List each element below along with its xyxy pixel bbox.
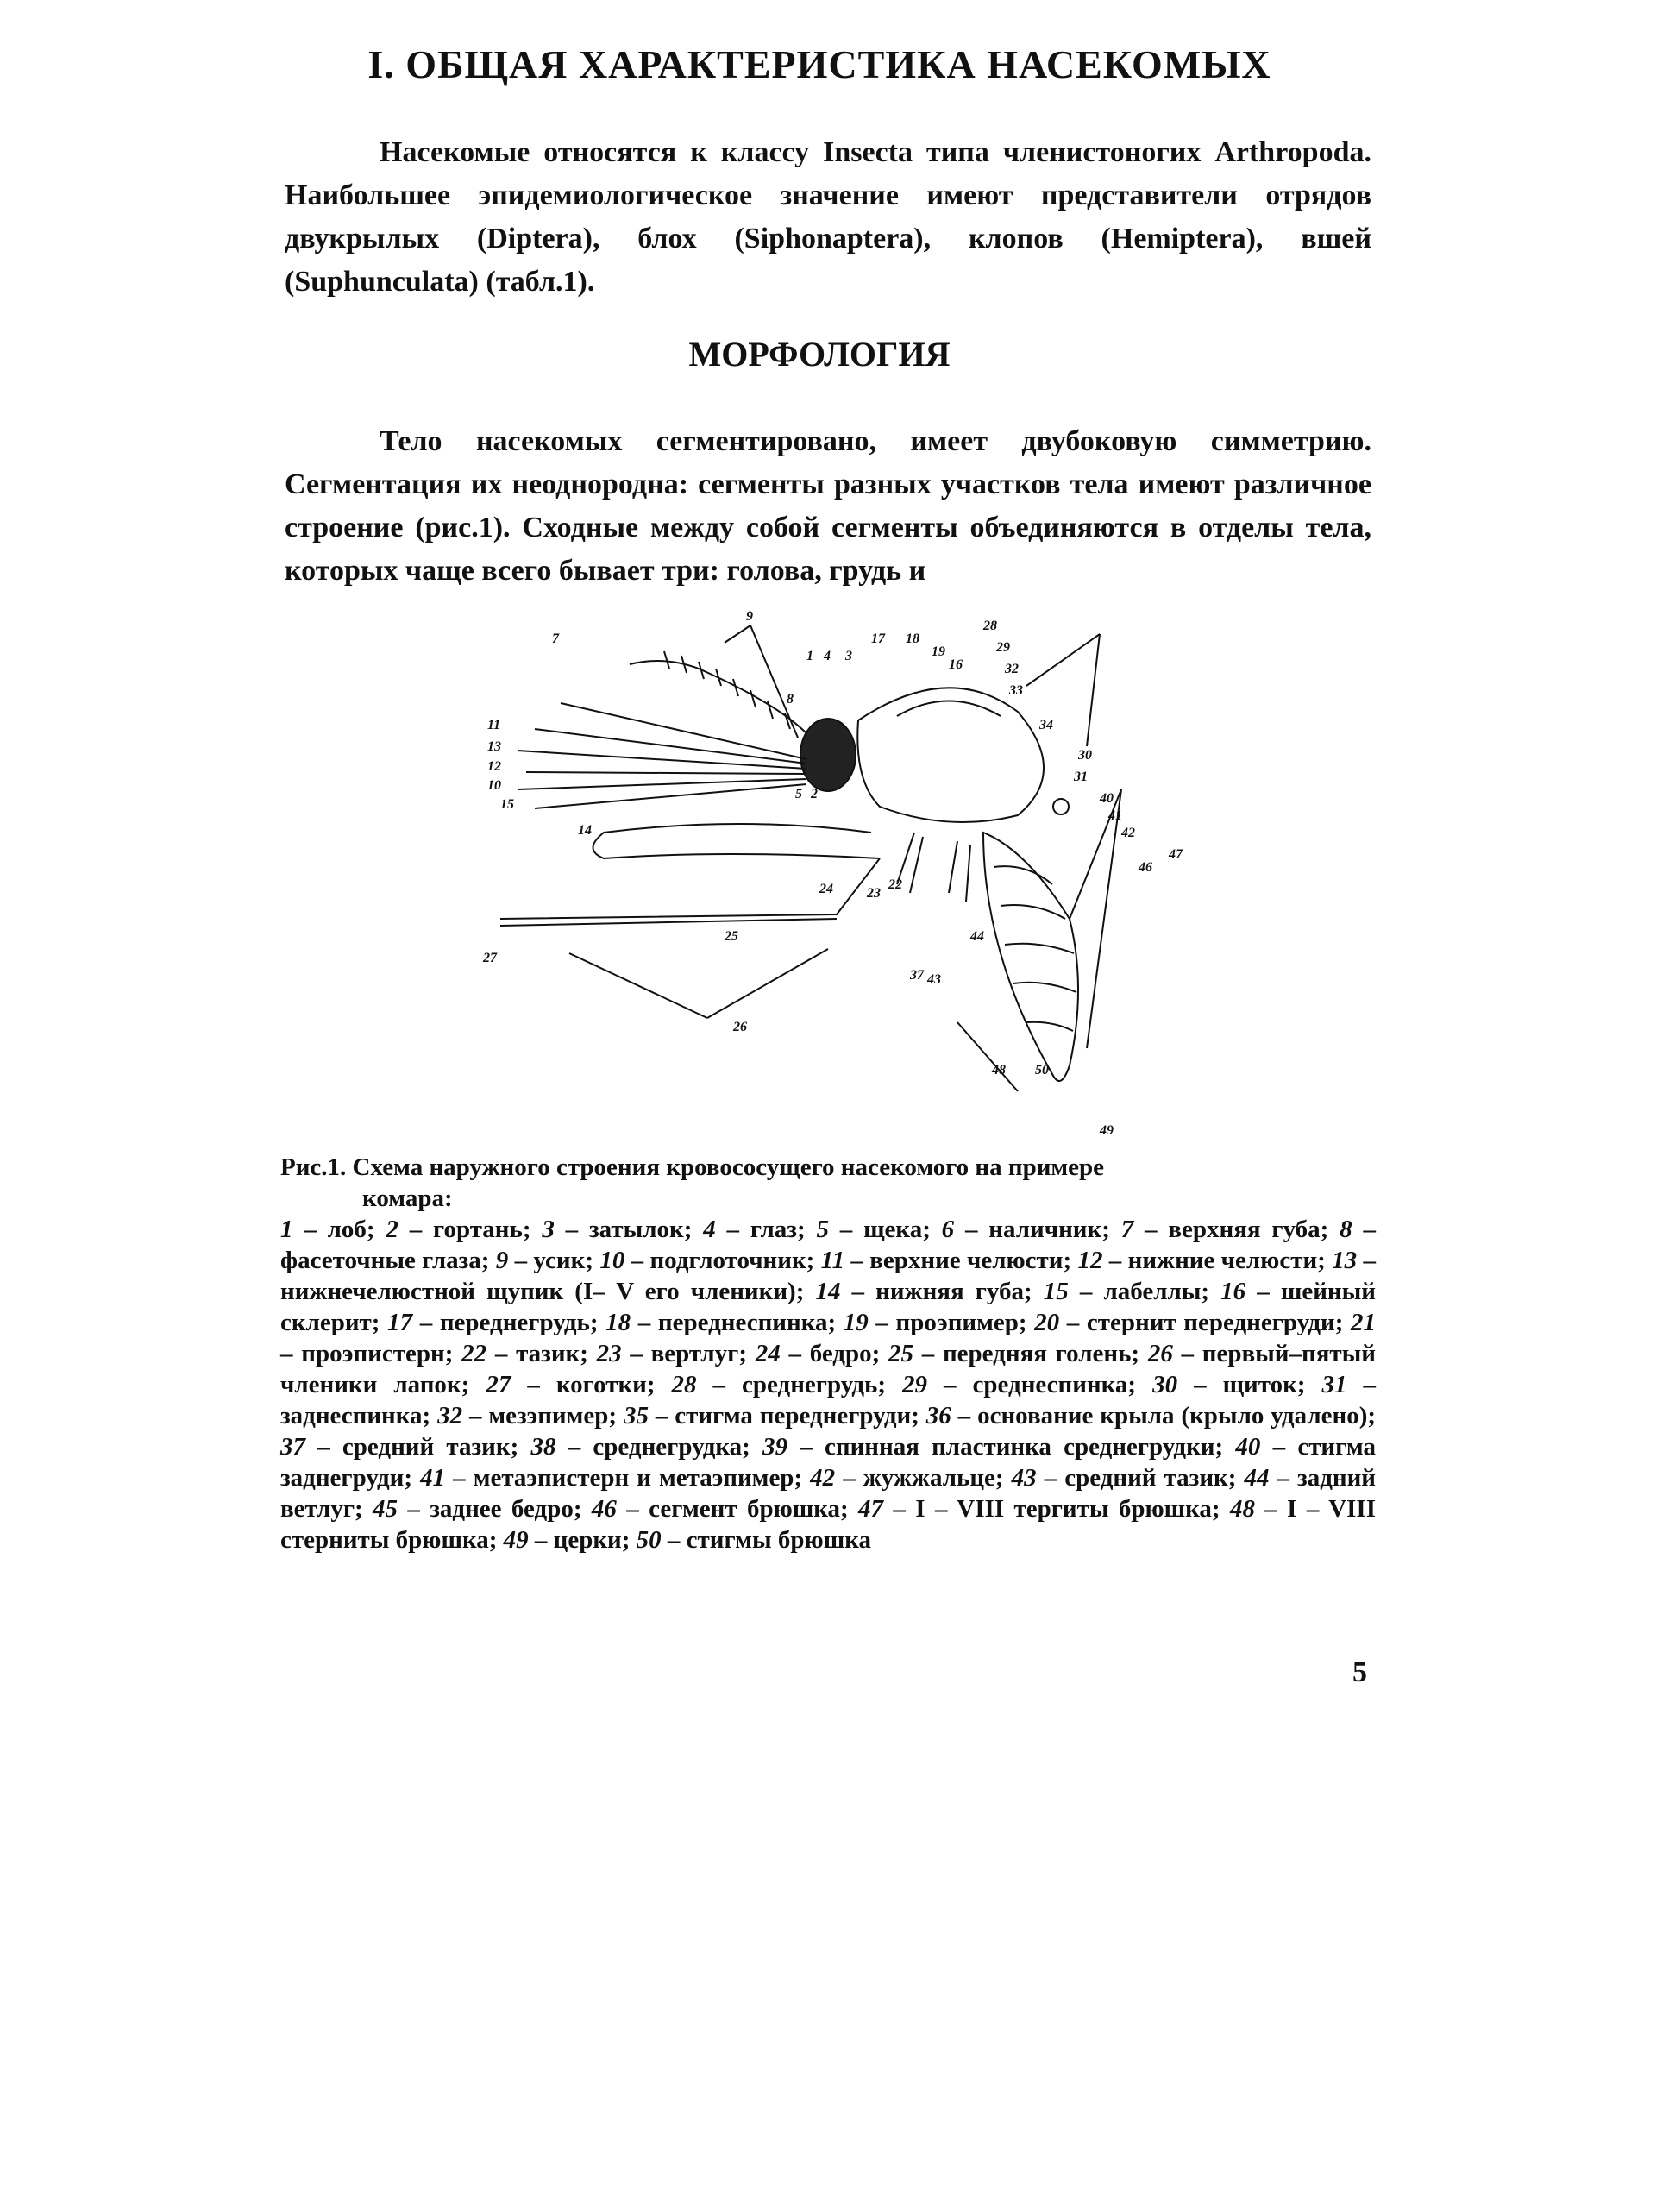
legend-number: 41 [420, 1464, 446, 1492]
legend-number: 16 [1220, 1278, 1246, 1305]
legend-text: – глаз; [715, 1216, 817, 1243]
legend-text: – среднеспинка; [927, 1371, 1153, 1398]
legend-item [810, 1464, 1011, 1492]
legend-number: 22 [461, 1340, 487, 1367]
legend-number: 23 [596, 1340, 622, 1367]
legend-number: 49 [503, 1526, 529, 1554]
fig-label: 24 [819, 882, 833, 896]
legend-number: 7 [1120, 1216, 1134, 1243]
page-number: 5 [1352, 1656, 1367, 1688]
fig-label: 3 [845, 649, 852, 663]
legend-text: – лабеллы; [1068, 1278, 1221, 1305]
fig-label: 34 [1039, 718, 1053, 732]
legend-item [624, 1402, 926, 1430]
legend-item [1152, 1371, 1321, 1398]
legend-text: – проэпимер; [868, 1309, 1035, 1336]
legend-number: 13 [1332, 1247, 1358, 1274]
mosquito-diagram-svg [466, 608, 1208, 1143]
abdomen-shape [983, 833, 1078, 1081]
legend-item [672, 1371, 903, 1398]
legend-text: – стигмы брюшка [661, 1526, 871, 1554]
fig-label: 12 [487, 759, 501, 774]
legend-number: 39 [762, 1433, 788, 1461]
legend-item [496, 1247, 600, 1274]
figure-caption [280, 1152, 1376, 1555]
legend-text: – проэпистерн; [280, 1340, 462, 1367]
fig-label: 7 [552, 632, 559, 646]
legend-text: – стигма переднегруди; [648, 1402, 926, 1430]
fig-label: 42 [1121, 826, 1135, 840]
legend-text: – жужжальце; [835, 1464, 1012, 1492]
legend-item [386, 1216, 542, 1243]
legend-text: – фасеточные глаза; [280, 1216, 1376, 1274]
legend-number: 20 [1034, 1309, 1060, 1336]
legend-item [387, 1309, 605, 1336]
legend-item [437, 1402, 624, 1430]
caption-title-cont: комара: [362, 1185, 453, 1212]
fig-label: 17 [871, 632, 885, 646]
legend-text: – усик; [508, 1247, 600, 1274]
legend-item [597, 1340, 756, 1367]
legend-text: – гортань; [398, 1216, 543, 1243]
legend-number: 43 [1011, 1464, 1037, 1492]
legend-number: 40 [1235, 1433, 1261, 1461]
legend-number: 3 [542, 1216, 555, 1243]
fig-label: 27 [483, 951, 497, 965]
legend-text: – верхние челюсти; [844, 1247, 1078, 1274]
page-title: I. ОБЩАЯ ХАРАКТЕРИСТИКА НАСЕКОМЫХ [367, 42, 1271, 86]
legend-item [858, 1495, 1230, 1523]
legend-number: 9 [495, 1247, 509, 1274]
legend-text: – первый–пятый членики лапок; [280, 1340, 1376, 1398]
legend-item [1077, 1247, 1332, 1274]
legend-number: 42 [810, 1464, 836, 1492]
legend-text: – задний ветлуг; [280, 1464, 1377, 1523]
fig-label: 15 [500, 797, 514, 812]
intro-paragraph: Насекомые относятся к классу Insecta типа членистоногих Arthropoda. Наибольшее эпидемиологическое значение имеют представители отрядов двукрылых (Diptera), блох (Siphonaptera), клопов (Hemiptera), вшей (Suphunculata) (табл.1). [285, 136, 1371, 298]
fig-label: 16 [949, 657, 963, 672]
thorax-shape [857, 688, 1044, 822]
legend-text: – щиток; [1177, 1371, 1322, 1398]
legend-number: 28 [671, 1371, 697, 1398]
fig-label: 11 [487, 718, 501, 732]
legend-item [815, 1278, 1043, 1305]
legend-text: – переднеспинка; [631, 1309, 844, 1336]
legend-item [1121, 1216, 1340, 1243]
legend-item [280, 1216, 386, 1243]
fig-label: 43 [927, 972, 941, 987]
legend-text: – среднегрудка; [555, 1433, 763, 1461]
legend-item [816, 1216, 941, 1243]
legend-text: – I – VIII тергиты брюшка; [883, 1495, 1230, 1523]
legend-text: – средний тазик; [1036, 1464, 1245, 1492]
fig-label: 40 [1100, 791, 1114, 806]
legend-text: – затылок; [554, 1216, 704, 1243]
fig-label: 8 [787, 692, 794, 707]
front-leg-femur [593, 824, 881, 858]
proboscis-6 [561, 703, 806, 759]
legend-item [762, 1433, 1235, 1461]
legend-number: 14 [815, 1278, 841, 1305]
legend-item [902, 1371, 1152, 1398]
legend-text: – тазик; [486, 1340, 597, 1367]
proboscis-1 [535, 729, 806, 764]
legend-number: 18 [605, 1309, 631, 1336]
legend-item [504, 1526, 637, 1554]
fig-label: 50 [1035, 1063, 1049, 1078]
legend-item [280, 1433, 530, 1461]
legend-number: 47 [858, 1495, 884, 1523]
legend-item [637, 1526, 871, 1554]
legend-text: – переднегрудь; [412, 1309, 606, 1336]
fig-label: 30 [1078, 748, 1092, 763]
legend-text: – передняя голень; [913, 1340, 1148, 1367]
fig-label: 25 [725, 929, 738, 944]
legend-number: 25 [888, 1340, 913, 1367]
legend-item [461, 1340, 597, 1367]
legend-number: 26 [1147, 1340, 1173, 1367]
legend-text: – лоб; [292, 1216, 386, 1243]
fig-label: 18 [906, 632, 919, 646]
legend-item [530, 1433, 762, 1461]
fig-label: 23 [867, 886, 881, 901]
legend-number: 46 [591, 1495, 617, 1523]
legend-number: 19 [843, 1309, 869, 1336]
legend-number: 38 [530, 1433, 556, 1461]
proboscis-3 [526, 772, 806, 774]
legend-number: 4 [703, 1216, 716, 1243]
caption-title: Рис.1. Схема наружного строения кровососущего насекомого на примере [280, 1153, 1105, 1181]
fig-label: 29 [996, 640, 1010, 655]
legend-text: – основание крыла (крыло удалено); [951, 1402, 1377, 1430]
fig-label: 33 [1009, 683, 1023, 698]
legend-text: – верхняя губа; [1133, 1216, 1340, 1243]
fig-label: 19 [932, 644, 945, 659]
scutum-line [897, 701, 1001, 717]
legend-text: – нижнечелюстной щупик (I– V его членики); [280, 1247, 1376, 1305]
legend-item [844, 1309, 1034, 1336]
legend-number: 45 [373, 1495, 398, 1523]
legend-item [599, 1247, 820, 1274]
legend-text: – сегмент брюшка; [616, 1495, 859, 1523]
legend-number: 17 [387, 1309, 413, 1336]
fig-label: 49 [1100, 1123, 1114, 1138]
legend-number: 30 [1152, 1371, 1178, 1398]
legend-text: – подглоточник; [624, 1247, 821, 1274]
caption-legend [280, 1214, 1376, 1555]
legend-item [888, 1340, 1148, 1367]
fig-label: 4 [824, 649, 831, 663]
morphology-paragraph: Тело насекомых сегментировано, имеет двубоковую симметрию. Сегментация их неоднородна: сегменты разных участков тела имеют различное строение (рис.1). Сходные между собой сегменты объединяются в отделы тела, которых чаще всего бывает три: голова, грудь и [285, 425, 1371, 587]
legend-item [420, 1464, 810, 1492]
legend-text: – метаэпистерн и метаэпимер; [445, 1464, 811, 1492]
legend-item [542, 1216, 703, 1243]
legend-text: – мезэпимер; [462, 1402, 624, 1430]
legend-number: 1 [280, 1216, 293, 1243]
legend-text: – I – VIII стерниты брюшка; [280, 1495, 1376, 1554]
fig-label: 22 [888, 877, 902, 892]
legend-text: – стернит переднегруди; [1059, 1309, 1352, 1336]
legend-number: 44 [1244, 1464, 1270, 1492]
legend-text: – нижние челюсти; [1102, 1247, 1333, 1274]
legend-item [703, 1216, 816, 1243]
fig-label: 9 [746, 609, 753, 624]
legend-item [605, 1309, 844, 1336]
proboscis-2 [518, 751, 806, 769]
legend-number: 10 [599, 1247, 625, 1274]
legend-item [821, 1247, 1078, 1274]
legend-number: 31 [1321, 1371, 1347, 1398]
fig-label: 10 [487, 778, 501, 793]
fig-label: 5 [795, 787, 802, 801]
fig-label: 31 [1074, 770, 1088, 784]
legend-number: 37 [280, 1433, 305, 1461]
fig-label: 37 [910, 968, 924, 983]
legend-text: – спинная пластинка среднегрудки; [787, 1433, 1236, 1461]
fig-label: 14 [578, 823, 592, 838]
legend-number: 2 [386, 1216, 398, 1243]
fig-label: 47 [1169, 847, 1183, 862]
legend-text: – щека; [828, 1216, 942, 1243]
legend-item [1012, 1464, 1245, 1492]
fig-label: 41 [1108, 808, 1122, 823]
legend-number: 8 [1340, 1216, 1352, 1243]
legend-number: 35 [623, 1402, 649, 1430]
legend-text: – вертлуг; [621, 1340, 756, 1367]
legend-number: 5 [816, 1216, 829, 1243]
legend-number: 32 [437, 1402, 463, 1430]
fig-label: 1 [806, 649, 813, 663]
legend-item [942, 1216, 1121, 1243]
legend-number: 48 [1229, 1495, 1255, 1523]
legend-text: – коготки; [511, 1371, 672, 1398]
legend-item [756, 1340, 888, 1367]
legend-number: 11 [820, 1247, 845, 1274]
fig-label: 2 [811, 787, 818, 801]
legend-item [373, 1495, 592, 1523]
legend-number: 50 [636, 1526, 662, 1554]
section-title: МОРФОЛОГИЯ [688, 335, 951, 374]
hind-leg [949, 841, 970, 902]
legend-number: 36 [925, 1402, 951, 1430]
legend-text: – заднеспинка; [280, 1371, 1377, 1430]
legend-text: – стигма заднегруди; [280, 1433, 1376, 1492]
legend-text: – заднее бедро; [398, 1495, 592, 1523]
legend-text: – средний тазик; [305, 1433, 531, 1461]
legend-number: 6 [941, 1216, 955, 1243]
legend-item [1034, 1309, 1351, 1336]
legend-item [1044, 1278, 1220, 1305]
legend-item [592, 1495, 858, 1523]
fig-label: 13 [487, 739, 501, 754]
legend-text: – бедро; [780, 1340, 888, 1367]
fig-label: 32 [1005, 662, 1019, 676]
legend-item [926, 1402, 1376, 1430]
legend-text: – наличник; [954, 1216, 1121, 1243]
legend-number: 21 [1351, 1309, 1377, 1336]
head-shape [800, 719, 856, 791]
fig-label: 46 [1139, 860, 1152, 875]
mosquito-figure [466, 608, 1208, 1143]
legend-number: 12 [1077, 1247, 1103, 1274]
legend-item [486, 1371, 671, 1398]
fig-label: 44 [970, 929, 984, 944]
legend-number: 24 [755, 1340, 781, 1367]
fig-label: 26 [733, 1020, 747, 1034]
legend-text: – шейный склерит; [280, 1278, 1376, 1336]
legend-text: – среднегрудь; [696, 1371, 903, 1398]
legend-number: 29 [902, 1371, 928, 1398]
legend-text: – церки; [528, 1526, 637, 1554]
legend-text: – нижняя губа; [840, 1278, 1044, 1305]
halter-shape [1053, 799, 1069, 814]
fig-label: 28 [983, 619, 997, 633]
fig-label: 48 [992, 1063, 1006, 1078]
legend-number: 15 [1043, 1278, 1069, 1305]
legend-number: 27 [486, 1371, 511, 1398]
